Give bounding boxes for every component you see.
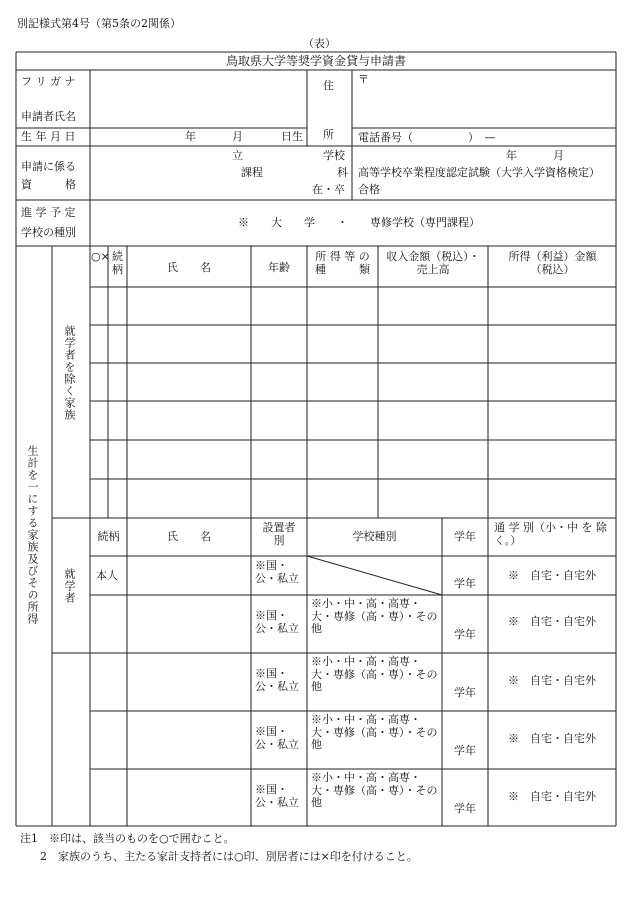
header-mark: ○×: [91, 250, 110, 263]
side-label: （表）: [303, 37, 336, 50]
school-type-value: ※小・中・高・高専・大・専修（高・専）・その他: [311, 771, 438, 810]
birth-month-unit: 月: [232, 130, 243, 143]
note-2: 2 家族のうち、主たる家計支持者には○印、別居者には×印を付けること。: [40, 850, 418, 863]
planned-school-options: ※ 大 学 ・ 専修学校（専門課程）: [238, 216, 480, 229]
qualification-label-2: 資 格: [21, 178, 76, 191]
phone-number-label: 電話番号（ ） —: [358, 131, 496, 144]
setup-value: ※国・公・私立: [255, 667, 299, 693]
commute-value: ※ 自宅・自宅外: [508, 615, 596, 628]
applicant-name-label: 申請者氏名: [21, 110, 76, 123]
grade-value: 学年: [454, 802, 476, 815]
header-revenue: 収入金額（税込）・売上高: [386, 250, 480, 276]
setup-value: ※国・公・私立: [255, 725, 299, 751]
header-name: 氏 名: [167, 261, 211, 274]
qualification-label-1: 申請に係る: [21, 160, 76, 173]
student-header-setup: 設置者別: [262, 521, 296, 547]
student-header-commute: 通 学 別（小・中 を 除く。）: [494, 521, 607, 547]
setup-value: ※国・公・私立: [255, 609, 299, 635]
birth-year-unit: 年: [185, 130, 196, 143]
school-type-value: ※小・中・高・高専・大・専修（高・専）・その他: [311, 713, 438, 752]
exam-pass: 合格: [358, 183, 380, 196]
exam-month-unit: 月: [553, 149, 564, 162]
commute-value: ※ 自宅・自宅外: [508, 790, 596, 803]
address-label-top: 住: [323, 79, 334, 92]
setup-value: ※国・公・私立: [255, 783, 299, 809]
exam-year-unit: 年: [506, 149, 517, 162]
family-outer-label: 生計を一にする家族及びその所得: [26, 445, 39, 625]
header-income-amount: 所得（利益）金額（税込）: [508, 250, 597, 276]
exam-name: 高等学校卒業程度認定試験（大学入学資格検定）: [358, 166, 600, 179]
student-header-school-type: 学校種別: [352, 530, 397, 543]
birth-day-unit: 日生: [281, 130, 303, 143]
address-label-bottom: 所: [323, 128, 334, 141]
student-header-name: 氏 名: [167, 530, 211, 543]
furigana-label: フ リ ガ ナ: [21, 75, 76, 88]
school-ka: 科: [337, 166, 348, 179]
postal-mark: 〒: [358, 73, 369, 86]
school-type-value: ※小・中・高・高専・大・専修（高・専）・その他: [311, 597, 438, 636]
commute-value: ※ 自宅・自宅外: [508, 569, 596, 582]
form-title: 鳥取県大学等奨学資金貸与申請書: [225, 54, 406, 68]
header-income-type: 所 得 等 の 種 類: [315, 250, 370, 276]
grade-value: 学年: [454, 628, 476, 641]
commute-value: ※ 自宅・自宅外: [508, 674, 596, 687]
grade-value: 学年: [454, 577, 476, 590]
student-header-relation: 続柄: [97, 530, 120, 543]
commute-value: ※ 自宅・自宅外: [508, 732, 596, 745]
student-self: 本人: [96, 569, 118, 582]
planned-school-label-2: 学校の種別: [21, 226, 76, 239]
school-type-value: ※小・中・高・高専・大・専修（高・専）・その他: [311, 655, 438, 694]
birth-date-label: 生 年 月 日: [21, 130, 76, 143]
header-relation: 続柄: [112, 250, 123, 276]
student-header-grade: 学年: [454, 530, 476, 543]
school-zaisotsu: 在・卒: [312, 183, 345, 196]
planned-school-label-1: 進 学 予 定: [21, 206, 76, 219]
school-katei: 課程: [241, 166, 263, 179]
note-1: 注1 ※印は、該当のものを○で囲むこと。: [20, 832, 235, 845]
setup-value: ※国・公・私立: [255, 559, 299, 585]
student-group-label: 就学者: [63, 568, 76, 604]
form-reference: 別記様式第4号（第5条の2関係）: [17, 17, 181, 30]
school-ritsu: 立: [232, 149, 243, 162]
school-gakko: 学校: [323, 149, 345, 162]
family-group-label: 就学者を除く家族: [63, 325, 76, 421]
grade-value: 学年: [454, 744, 476, 757]
header-age: 年齢: [268, 261, 290, 274]
grade-value: 学年: [454, 686, 476, 699]
